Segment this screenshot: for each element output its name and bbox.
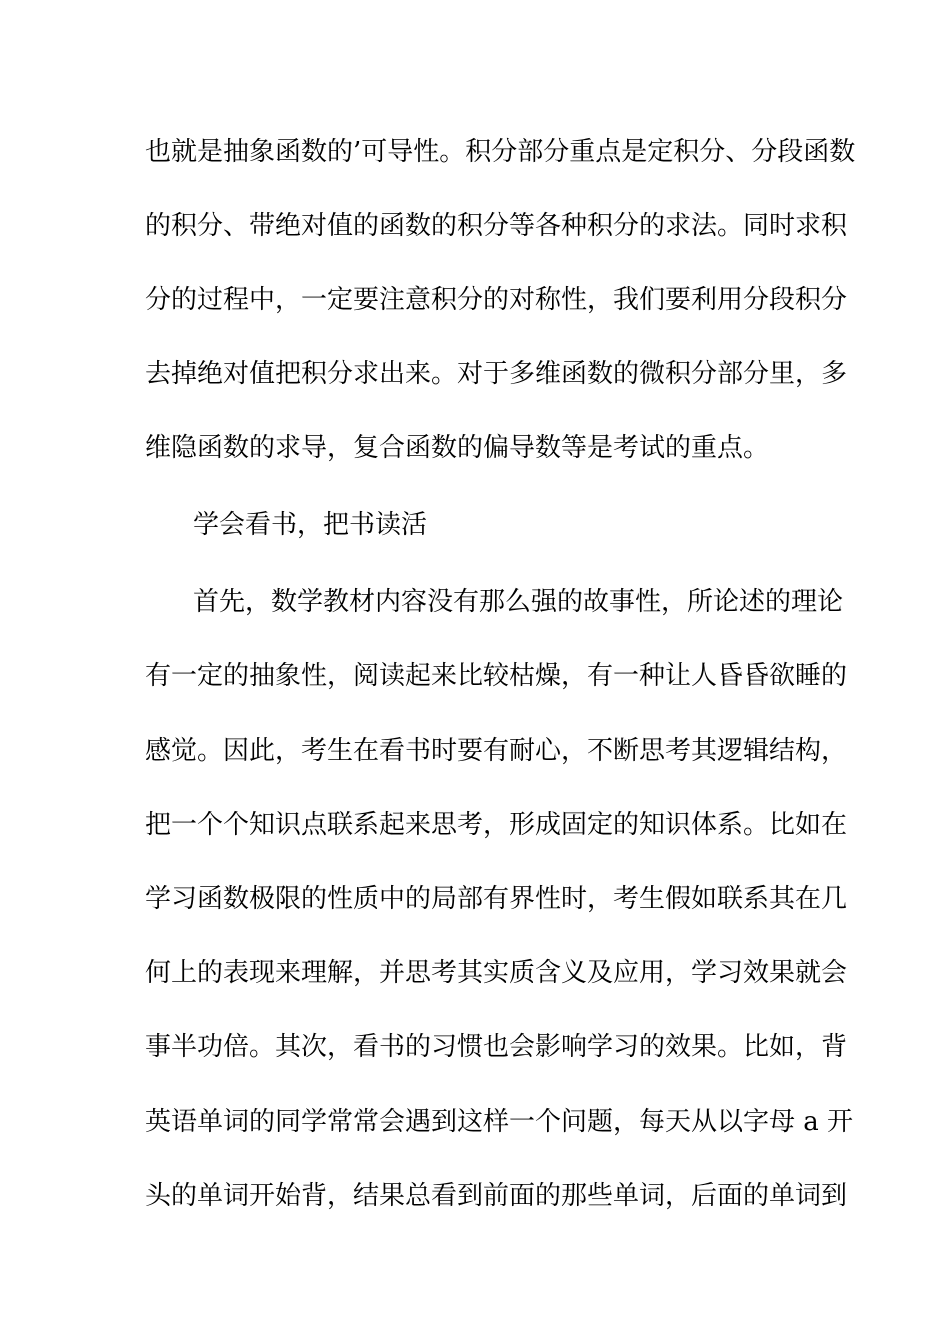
section-heading: 学会看书，把书读活 [193, 510, 428, 540]
text-line-11: 学习函数极限的性质中的局部有界性时，考生假如联系其在几 [145, 884, 848, 914]
text-line-1: 也就是抽象函数的’可导性。积分部分重点是定积分、分段函数 [145, 137, 856, 167]
text-line-5: 维隐函数的求导，复合函数的偏导数等是考试的重点。 [145, 433, 770, 463]
text-line-14: 英语单词的同学常常会遇到这样一个问题，每天从以字母 a 开 [145, 1107, 854, 1137]
text-line-15: 头的单词开始背，结果总看到前面的那些单词，后面的单词到 [145, 1181, 848, 1211]
text-line-7: 首先，数学教材内容没有那么强的故事性，所论述的理论 [193, 587, 844, 617]
text-line-4: 去掉绝对值把积分求出来。对于多维函数的微积分部分里，多 [145, 359, 848, 389]
text-line-10: 把一个个知识点联系起来思考，形成固定的知识体系。比如在 [145, 810, 848, 840]
text-line-12: 何上的表现来理解，并思考其实质含义及应用，学习效果就会 [145, 958, 848, 988]
text-line-9: 感觉。因此，考生在看书时要有耐心，不断思考其逻辑结构， [145, 736, 848, 766]
text-line-8: 有一定的抽象性，阅读起来比较枯燥，有一种让人昏昏欲睡的 [145, 661, 848, 691]
text-line-13: 事半功倍。其次，看书的习惯也会影响学习的效果。比如，背 [145, 1032, 848, 1062]
text-line-2: 的积分、带绝对值的函数的积分等各种积分的求法。同时求积 [145, 211, 848, 241]
text-line-3: 分的过程中，一定要注意积分的对称性，我们要利用分段积分 [145, 285, 848, 315]
